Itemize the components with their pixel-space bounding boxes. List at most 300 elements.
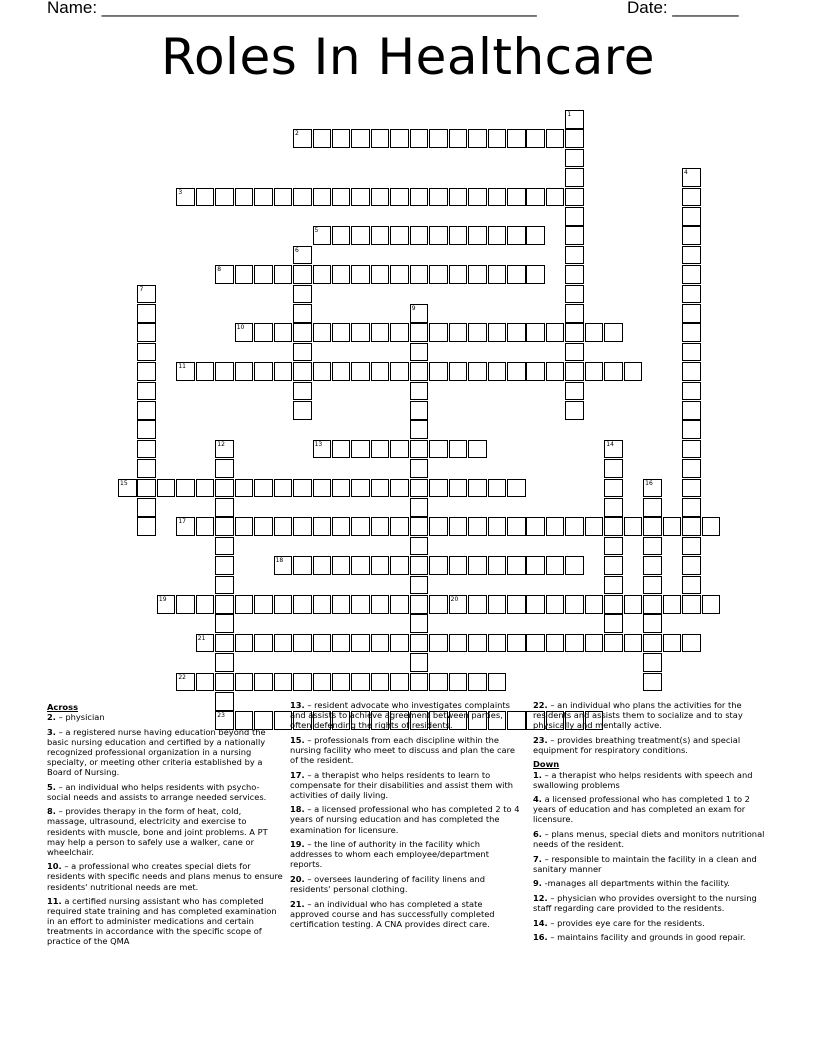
crossword-cell[interactable] (682, 401, 701, 420)
crossword-cell[interactable] (293, 304, 312, 323)
crossword-cell[interactable] (293, 479, 312, 498)
crossword-cell[interactable] (313, 129, 332, 148)
crossword-cell[interactable] (410, 498, 429, 517)
crossword-cell[interactable] (313, 479, 332, 498)
crossword-cell[interactable] (215, 537, 234, 556)
crossword-cell[interactable] (585, 595, 604, 614)
crossword-cell[interactable] (468, 265, 487, 284)
crossword-cell[interactable] (507, 595, 526, 614)
crossword-cell[interactable] (663, 634, 682, 653)
crossword-cell[interactable] (137, 440, 156, 459)
crossword-cell[interactable] (643, 614, 662, 633)
crossword-cell[interactable] (585, 634, 604, 653)
crossword-cell[interactable] (429, 479, 448, 498)
crossword-cell[interactable] (682, 188, 701, 207)
crossword-cell[interactable] (468, 673, 487, 692)
crossword-cell[interactable] (682, 498, 701, 517)
crossword-cell[interactable] (682, 420, 701, 439)
crossword-cell[interactable] (449, 517, 468, 536)
crossword-cell[interactable] (429, 556, 448, 575)
crossword-cell[interactable] (351, 479, 370, 498)
crossword-cell[interactable] (390, 673, 409, 692)
crossword-cell[interactable] (274, 265, 293, 284)
crossword-cell[interactable] (604, 479, 623, 498)
crossword-cell[interactable] (274, 323, 293, 342)
crossword-cell[interactable] (215, 265, 234, 284)
crossword-cell[interactable] (274, 188, 293, 207)
crossword-cell[interactable] (565, 382, 584, 401)
crossword-cell[interactable] (565, 323, 584, 342)
crossword-cell[interactable] (682, 265, 701, 284)
crossword-cell[interactable] (332, 634, 351, 653)
crossword-cell[interactable] (488, 556, 507, 575)
crossword-cell[interactable] (332, 673, 351, 692)
crossword-cell[interactable] (604, 440, 623, 459)
crossword-cell[interactable] (254, 634, 273, 653)
crossword-cell[interactable] (410, 479, 429, 498)
crossword-cell[interactable] (643, 498, 662, 517)
crossword-cell[interactable] (507, 129, 526, 148)
crossword-cell[interactable] (488, 634, 507, 653)
crossword-cell[interactable] (449, 673, 468, 692)
crossword-cell[interactable] (468, 362, 487, 381)
crossword-cell[interactable] (410, 129, 429, 148)
crossword-cell[interactable] (624, 634, 643, 653)
crossword-cell[interactable] (313, 323, 332, 342)
crossword-cell[interactable] (546, 188, 565, 207)
crossword-cell[interactable] (332, 479, 351, 498)
crossword-cell[interactable] (157, 595, 176, 614)
crossword-cell[interactable] (526, 323, 545, 342)
crossword-cell[interactable] (682, 440, 701, 459)
crossword-cell[interactable] (643, 595, 662, 614)
crossword-cell[interactable] (313, 673, 332, 692)
crossword-cell[interactable] (565, 556, 584, 575)
crossword-cell[interactable] (682, 168, 701, 187)
crossword-cell[interactable] (410, 362, 429, 381)
crossword-cell[interactable] (468, 595, 487, 614)
crossword-cell[interactable] (682, 246, 701, 265)
crossword-cell[interactable] (274, 634, 293, 653)
crossword-cell[interactable] (371, 517, 390, 536)
crossword-cell[interactable] (390, 362, 409, 381)
crossword-cell[interactable] (254, 188, 273, 207)
crossword-cell[interactable] (526, 595, 545, 614)
crossword-cell[interactable] (604, 323, 623, 342)
crossword-cell[interactable] (157, 479, 176, 498)
crossword-cell[interactable] (410, 673, 429, 692)
crossword-cell[interactable] (254, 479, 273, 498)
crossword-cell[interactable] (410, 304, 429, 323)
crossword-cell[interactable] (332, 265, 351, 284)
crossword-cell[interactable] (351, 673, 370, 692)
crossword-cell[interactable] (468, 323, 487, 342)
crossword-cell[interactable] (313, 362, 332, 381)
crossword-cell[interactable] (137, 323, 156, 342)
crossword-cell[interactable] (137, 459, 156, 478)
crossword-cell[interactable] (254, 517, 273, 536)
crossword-cell[interactable] (410, 188, 429, 207)
crossword-cell[interactable] (137, 382, 156, 401)
crossword-cell[interactable] (390, 556, 409, 575)
crossword-cell[interactable] (682, 323, 701, 342)
crossword-cell[interactable] (565, 226, 584, 245)
crossword-cell[interactable] (215, 498, 234, 517)
crossword-cell[interactable] (585, 323, 604, 342)
crossword-cell[interactable] (371, 595, 390, 614)
crossword-cell[interactable] (410, 576, 429, 595)
crossword-cell[interactable] (429, 440, 448, 459)
crossword-cell[interactable] (235, 265, 254, 284)
crossword-cell[interactable] (274, 556, 293, 575)
crossword-cell[interactable] (526, 362, 545, 381)
crossword-cell[interactable] (643, 576, 662, 595)
crossword-cell[interactable] (215, 440, 234, 459)
crossword-cell[interactable] (663, 595, 682, 614)
crossword-cell[interactable] (215, 576, 234, 595)
crossword-cell[interactable] (274, 673, 293, 692)
crossword-cell[interactable] (604, 576, 623, 595)
crossword-cell[interactable] (429, 362, 448, 381)
crossword-cell[interactable] (429, 265, 448, 284)
crossword-cell[interactable] (351, 323, 370, 342)
crossword-cell[interactable] (313, 226, 332, 245)
crossword-cell[interactable] (410, 323, 429, 342)
crossword-cell[interactable] (293, 556, 312, 575)
crossword-cell[interactable] (137, 498, 156, 517)
crossword-cell[interactable] (332, 595, 351, 614)
crossword-cell[interactable] (235, 479, 254, 498)
crossword-cell[interactable] (449, 440, 468, 459)
crossword-cell[interactable] (429, 188, 448, 207)
crossword-cell[interactable] (137, 420, 156, 439)
crossword-cell[interactable] (371, 673, 390, 692)
crossword-cell[interactable] (293, 343, 312, 362)
crossword-cell[interactable] (682, 362, 701, 381)
crossword-cell[interactable] (507, 479, 526, 498)
crossword-cell[interactable] (643, 653, 662, 672)
crossword-cell[interactable] (488, 673, 507, 692)
crossword-cell[interactable] (526, 556, 545, 575)
crossword-cell[interactable] (215, 556, 234, 575)
crossword-cell[interactable] (351, 440, 370, 459)
crossword-cell[interactable] (351, 517, 370, 536)
crossword-cell[interactable] (682, 226, 701, 245)
crossword-cell[interactable] (390, 129, 409, 148)
crossword-cell[interactable] (449, 595, 468, 614)
crossword-cell[interactable] (702, 517, 721, 536)
crossword-cell[interactable] (546, 556, 565, 575)
crossword-cell[interactable] (604, 634, 623, 653)
crossword-cell[interactable] (565, 343, 584, 362)
crossword-cell[interactable] (215, 595, 234, 614)
crossword-cell[interactable] (332, 129, 351, 148)
crossword-cell[interactable] (332, 362, 351, 381)
crossword-cell[interactable] (254, 595, 273, 614)
crossword-cell[interactable] (215, 362, 234, 381)
crossword-cell[interactable] (449, 188, 468, 207)
crossword-cell[interactable] (565, 595, 584, 614)
crossword-cell[interactable] (624, 517, 643, 536)
crossword-cell[interactable] (624, 595, 643, 614)
crossword-cell[interactable] (604, 459, 623, 478)
crossword-cell[interactable] (429, 595, 448, 614)
crossword-cell[interactable] (410, 614, 429, 633)
crossword-cell[interactable] (682, 479, 701, 498)
crossword-cell[interactable] (293, 362, 312, 381)
crossword-cell[interactable] (390, 517, 409, 536)
crossword-cell[interactable] (410, 382, 429, 401)
crossword-cell[interactable] (488, 226, 507, 245)
crossword-cell[interactable] (663, 517, 682, 536)
crossword-cell[interactable] (410, 595, 429, 614)
crossword-cell[interactable] (235, 634, 254, 653)
crossword-cell[interactable] (643, 537, 662, 556)
crossword-cell[interactable] (565, 188, 584, 207)
crossword-cell[interactable] (137, 304, 156, 323)
crossword-cell[interactable] (468, 556, 487, 575)
crossword-cell[interactable] (449, 634, 468, 653)
crossword-cell[interactable] (351, 595, 370, 614)
crossword-cell[interactable] (429, 634, 448, 653)
crossword-cell[interactable] (274, 517, 293, 536)
crossword-cell[interactable] (410, 556, 429, 575)
crossword-cell[interactable] (682, 537, 701, 556)
crossword-cell[interactable] (371, 634, 390, 653)
crossword-cell[interactable] (196, 673, 215, 692)
crossword-cell[interactable] (682, 517, 701, 536)
crossword-cell[interactable] (390, 595, 409, 614)
crossword-cell[interactable] (371, 556, 390, 575)
crossword-cell[interactable] (565, 304, 584, 323)
crossword-cell[interactable] (332, 556, 351, 575)
crossword-cell[interactable] (449, 556, 468, 575)
crossword-cell[interactable] (429, 517, 448, 536)
crossword-cell[interactable] (488, 323, 507, 342)
crossword-cell[interactable] (215, 673, 234, 692)
crossword-cell[interactable] (196, 634, 215, 653)
crossword-cell[interactable] (410, 459, 429, 478)
crossword-cell[interactable] (410, 265, 429, 284)
crossword-cell[interactable] (526, 517, 545, 536)
crossword-cell[interactable] (332, 226, 351, 245)
crossword-cell[interactable] (585, 517, 604, 536)
crossword-cell[interactable] (332, 323, 351, 342)
crossword-cell[interactable] (215, 614, 234, 633)
crossword-cell[interactable] (507, 265, 526, 284)
crossword-cell[interactable] (507, 556, 526, 575)
crossword-cell[interactable] (274, 479, 293, 498)
crossword-cell[interactable] (215, 459, 234, 478)
crossword-cell[interactable] (604, 362, 623, 381)
crossword-cell[interactable] (293, 517, 312, 536)
crossword-cell[interactable] (274, 362, 293, 381)
crossword-cell[interactable] (293, 285, 312, 304)
crossword-cell[interactable] (137, 285, 156, 304)
crossword-cell[interactable] (293, 673, 312, 692)
crossword-cell[interactable] (235, 673, 254, 692)
crossword-cell[interactable] (176, 479, 195, 498)
crossword-cell[interactable] (449, 129, 468, 148)
crossword-cell[interactable] (468, 129, 487, 148)
crossword-cell[interactable] (565, 285, 584, 304)
crossword-cell[interactable] (390, 265, 409, 284)
crossword-cell[interactable] (196, 517, 215, 536)
crossword-cell[interactable] (176, 517, 195, 536)
crossword-cell[interactable] (604, 537, 623, 556)
crossword-cell[interactable] (526, 129, 545, 148)
crossword-cell[interactable] (682, 634, 701, 653)
crossword-cell[interactable] (682, 382, 701, 401)
crossword-cell[interactable] (371, 323, 390, 342)
crossword-cell[interactable] (313, 440, 332, 459)
crossword-cell[interactable] (449, 323, 468, 342)
crossword-cell[interactable] (196, 595, 215, 614)
crossword-cell[interactable] (565, 207, 584, 226)
crossword-cell[interactable] (488, 188, 507, 207)
crossword-cell[interactable] (565, 517, 584, 536)
crossword-cell[interactable] (507, 188, 526, 207)
crossword-cell[interactable] (604, 595, 623, 614)
crossword-cell[interactable] (682, 595, 701, 614)
crossword-cell[interactable] (293, 129, 312, 148)
crossword-cell[interactable] (235, 188, 254, 207)
crossword-cell[interactable] (293, 246, 312, 265)
crossword-cell[interactable] (313, 265, 332, 284)
crossword-cell[interactable] (449, 265, 468, 284)
crossword-cell[interactable] (137, 479, 156, 498)
crossword-cell[interactable] (390, 634, 409, 653)
crossword-cell[interactable] (526, 634, 545, 653)
crossword-cell[interactable] (488, 517, 507, 536)
crossword-cell[interactable] (254, 362, 273, 381)
crossword-cell[interactable] (274, 595, 293, 614)
crossword-cell[interactable] (565, 246, 584, 265)
crossword-cell[interactable] (546, 362, 565, 381)
crossword-cell[interactable] (390, 226, 409, 245)
crossword-cell[interactable] (196, 479, 215, 498)
crossword-cell[interactable] (196, 188, 215, 207)
crossword-cell[interactable] (254, 265, 273, 284)
crossword-cell[interactable] (235, 517, 254, 536)
crossword-cell[interactable] (235, 323, 254, 342)
crossword-cell[interactable] (604, 517, 623, 536)
crossword-cell[interactable] (643, 517, 662, 536)
crossword-cell[interactable] (410, 634, 429, 653)
crossword-cell[interactable] (643, 634, 662, 653)
crossword-cell[interactable] (526, 188, 545, 207)
crossword-cell[interactable] (313, 634, 332, 653)
crossword-cell[interactable] (176, 362, 195, 381)
crossword-cell[interactable] (507, 362, 526, 381)
crossword-cell[interactable] (468, 634, 487, 653)
crossword-cell[interactable] (468, 517, 487, 536)
crossword-cell[interactable] (643, 556, 662, 575)
crossword-cell[interactable] (682, 459, 701, 478)
crossword-cell[interactable] (137, 517, 156, 536)
crossword-cell[interactable] (624, 362, 643, 381)
crossword-cell[interactable] (137, 401, 156, 420)
crossword-cell[interactable] (682, 285, 701, 304)
crossword-cell[interactable] (371, 188, 390, 207)
crossword-cell[interactable] (371, 479, 390, 498)
crossword-cell[interactable] (526, 265, 545, 284)
crossword-cell[interactable] (351, 226, 370, 245)
crossword-cell[interactable] (507, 323, 526, 342)
crossword-cell[interactable] (176, 595, 195, 614)
crossword-cell[interactable] (176, 188, 195, 207)
crossword-cell[interactable] (410, 401, 429, 420)
crossword-cell[interactable] (429, 323, 448, 342)
crossword-cell[interactable] (507, 226, 526, 245)
crossword-cell[interactable] (293, 401, 312, 420)
crossword-cell[interactable] (565, 265, 584, 284)
crossword-cell[interactable] (488, 129, 507, 148)
crossword-cell[interactable] (410, 226, 429, 245)
crossword-cell[interactable] (682, 207, 701, 226)
crossword-cell[interactable] (390, 323, 409, 342)
crossword-cell[interactable] (293, 382, 312, 401)
crossword-cell[interactable] (410, 653, 429, 672)
crossword-cell[interactable] (254, 323, 273, 342)
crossword-cell[interactable] (702, 595, 721, 614)
crossword-cell[interactable] (371, 129, 390, 148)
crossword-cell[interactable] (390, 440, 409, 459)
crossword-cell[interactable] (215, 634, 234, 653)
crossword-cell[interactable] (215, 479, 234, 498)
crossword-cell[interactable] (546, 517, 565, 536)
crossword-cell[interactable] (585, 362, 604, 381)
crossword-cell[interactable] (449, 479, 468, 498)
crossword-cell[interactable] (293, 265, 312, 284)
crossword-cell[interactable] (293, 595, 312, 614)
crossword-cell[interactable] (488, 362, 507, 381)
crossword-cell[interactable] (488, 479, 507, 498)
crossword-cell[interactable] (429, 673, 448, 692)
crossword-cell[interactable] (313, 556, 332, 575)
crossword-cell[interactable] (546, 634, 565, 653)
crossword-cell[interactable] (351, 129, 370, 148)
crossword-cell[interactable] (410, 343, 429, 362)
crossword-cell[interactable] (546, 129, 565, 148)
crossword-cell[interactable] (604, 556, 623, 575)
crossword-cell[interactable] (371, 440, 390, 459)
crossword-cell[interactable] (313, 595, 332, 614)
crossword-cell[interactable] (682, 576, 701, 595)
crossword-cell[interactable] (468, 479, 487, 498)
crossword-cell[interactable] (488, 265, 507, 284)
crossword-cell[interactable] (351, 634, 370, 653)
crossword-cell[interactable] (682, 304, 701, 323)
crossword-cell[interactable] (488, 595, 507, 614)
crossword-cell[interactable] (565, 149, 584, 168)
crossword-cell[interactable] (215, 188, 234, 207)
crossword-cell[interactable] (215, 653, 234, 672)
crossword-cell[interactable] (507, 517, 526, 536)
crossword-cell[interactable] (565, 110, 584, 129)
crossword-cell[interactable] (410, 537, 429, 556)
crossword-cell[interactable] (313, 517, 332, 536)
crossword-cell[interactable] (215, 517, 234, 536)
crossword-cell[interactable] (176, 673, 195, 692)
crossword-cell[interactable] (137, 362, 156, 381)
crossword-cell[interactable] (468, 188, 487, 207)
crossword-cell[interactable] (254, 673, 273, 692)
crossword-cell[interactable] (371, 265, 390, 284)
crossword-cell[interactable] (604, 498, 623, 517)
crossword-cell[interactable] (507, 634, 526, 653)
crossword-cell[interactable] (371, 362, 390, 381)
